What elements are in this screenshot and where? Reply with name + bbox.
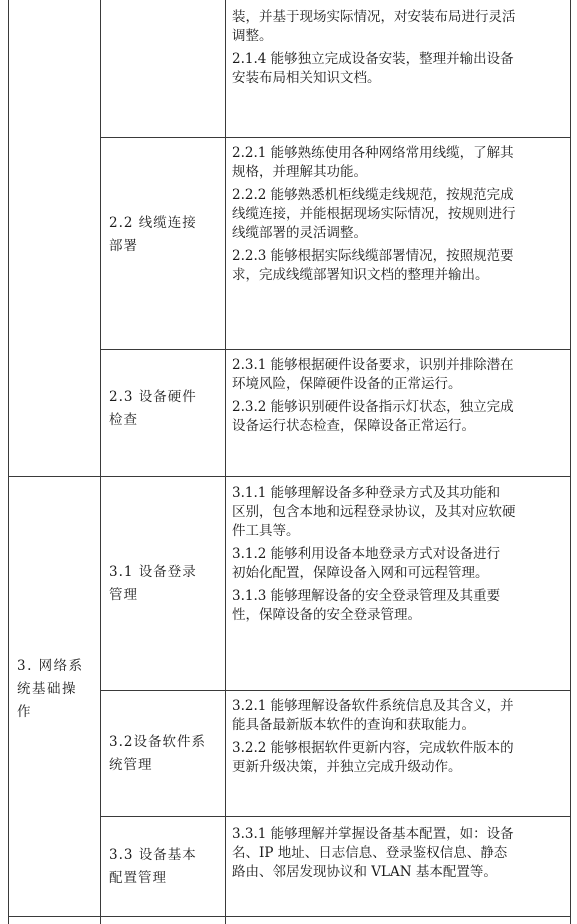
category-cell xyxy=(109,733,217,775)
section-cell xyxy=(17,657,93,722)
requirement-line: 设备运行状态检查，保障设备正常运行。 xyxy=(232,418,475,434)
category-cell xyxy=(109,388,217,430)
requirement-line: 2.2.1 能够熟练使用各种网络常用线缆，了解其 xyxy=(232,145,514,161)
category-label: 3.3 设备基本 xyxy=(109,847,197,863)
requirement-line: 环境风险，保障硬件设备的正常运行。 xyxy=(232,376,462,392)
requirement-line: 2.3.2 能够识别硬件设备指示灯状态，独立完成 xyxy=(232,399,514,415)
requirement-line: 装，并基于现场实际情况，对安装布局进行灵活 xyxy=(232,9,516,25)
category-label: 3.2设备软件系 xyxy=(109,734,206,750)
category-cell xyxy=(109,846,217,888)
requirement-cell xyxy=(232,8,568,88)
requirement-line: 初始化配置，保障设备入网和可远程管理。 xyxy=(232,565,489,581)
table-border-bottom xyxy=(8,916,571,917)
requirement-line: 3.3.1 能够理解并掌握设备基本配置，如：设备 xyxy=(232,826,514,842)
requirement-line: 2.1.4 能够独立完成设备安装，整理并输出设备 xyxy=(232,51,514,67)
requirement-line: 线缆连接，并能根据现场实际情况，按规则进行 xyxy=(232,206,516,222)
requirement-line: 调整。 xyxy=(232,28,273,44)
requirement-cell xyxy=(232,144,568,285)
row-divider xyxy=(100,349,571,350)
requirement-line: 性，保障设备的安全登录管理。 xyxy=(232,607,421,623)
requirement-line: 2.2.3 能够根据实际线缆部署情况，按照规范要 xyxy=(232,248,514,264)
requirement-line: 路由、邻居发现协议和 VLAN 基本配置等。 xyxy=(232,864,497,880)
category-label: 2.3 设备硬件 xyxy=(109,389,197,405)
requirement-line: 3.2.1 能够理解设备软件系统信息及其含义，并 xyxy=(232,698,514,714)
requirement-cell xyxy=(232,484,568,625)
category-cell xyxy=(109,563,217,605)
table-border-right xyxy=(570,0,571,924)
requirement-line: 名、IP 地址、日志信息、登录鉴权信息、静态 xyxy=(232,845,508,861)
category-label: 部署 xyxy=(109,238,138,254)
requirement-line: 2.3.1 能够根据硬件设备要求，识别并排除潜在 xyxy=(232,357,514,373)
requirement-line: 件工具等。 xyxy=(232,523,300,539)
requirement-line: 更新升级决策，并独立完成升级动作。 xyxy=(232,759,462,775)
column-divider-2 xyxy=(225,0,226,924)
row-divider xyxy=(100,816,571,817)
category-label: 管理 xyxy=(109,587,138,603)
row-divider xyxy=(100,690,571,691)
requirement-line: 2.2.2 能够熟悉机柜线缆走线规范，按规范完成 xyxy=(232,187,514,203)
requirement-line: 线缆部署的灵活调整。 xyxy=(232,225,367,241)
requirement-line: 安装布局相关知识文档。 xyxy=(232,70,381,86)
category-label: 统管理 xyxy=(109,757,153,773)
requirement-line: 3.1.3 能够理解设备的安全登录管理及其重要 xyxy=(232,588,501,604)
requirement-line: 规格，并理解其功能。 xyxy=(232,164,367,180)
table-border-left xyxy=(8,0,9,924)
category-cell xyxy=(109,214,217,256)
row-divider xyxy=(8,476,571,477)
column-divider-1 xyxy=(100,0,101,924)
requirement-line: 3.1.2 能够利用设备本地登录方式对设备进行 xyxy=(232,546,501,562)
requirement-cell xyxy=(232,825,568,882)
requirement-line: 能具备最新版本软件的查询和获取能力。 xyxy=(232,717,475,733)
category-label: 检查 xyxy=(109,412,138,428)
section-label: 统基础操 xyxy=(17,681,77,697)
requirement-line: 求，完成线缆部署知识文档的整理并输出。 xyxy=(232,267,489,283)
row-divider xyxy=(100,137,571,138)
requirement-line: 区别，包含本地和远程登录协议，及其对应软硬 xyxy=(232,504,516,520)
requirement-cell xyxy=(232,697,568,777)
requirement-cell xyxy=(232,356,568,436)
section-label: 3. 网络系 xyxy=(17,658,84,674)
category-label: 2.2 线缆连接 xyxy=(109,215,197,231)
section-label: 作 xyxy=(17,704,32,720)
category-label: 3.1 设备登录 xyxy=(109,564,197,580)
requirement-line: 3.2.2 能够根据软件更新内容，完成软件版本的 xyxy=(232,740,514,756)
requirement-line: 3.1.1 能够理解设备多种登录方式及其功能和 xyxy=(232,485,501,501)
category-label: 配置管理 xyxy=(109,870,167,886)
